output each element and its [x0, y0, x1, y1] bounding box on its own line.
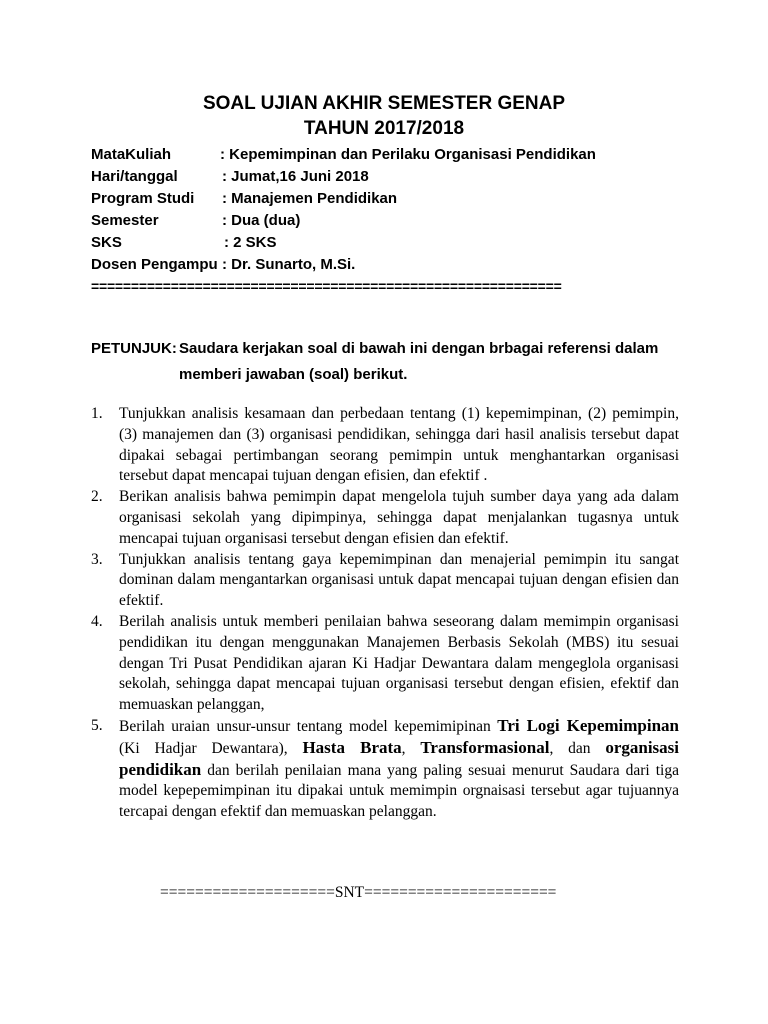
- question-item: [91, 716, 679, 823]
- page-title: SOAL UJIAN AKHIR SEMESTER GENAP: [202, 93, 566, 114]
- info-value: : Kepemimpinan dan Perilaku Organisasi Pendidikan: [220, 146, 596, 163]
- question-number: 2.: [91, 488, 103, 506]
- info-value: : Manajemen Pendidikan: [222, 190, 398, 207]
- info-label: Hari/tanggal: [91, 168, 178, 185]
- question-text: Tunjukkan analisis kesamaan dan perbedaan tentang (1) kepemimpinan, (2) pemimpin, (3) manajemen dan (3) organisasi pendidikan, sehingga dari hasil analisis tersebut dapat dipakai sebagai pertimbangan seorang pemimpin untuk menghantarkan organisasi tersebut dapat mencapai tujuan dengan efisien, dan efektif .: [119, 405, 679, 485]
- instructions-text-line2: memberi jawaban (soal) berikut.: [179, 366, 408, 383]
- question-list: [91, 404, 679, 823]
- info-row-lecturer: [91, 254, 356, 276]
- info-value: : 2 SKS: [224, 234, 277, 251]
- info-label: Program Studi: [91, 190, 195, 207]
- exam-info-block: [91, 144, 596, 276]
- info-label: MataKuliah: [91, 146, 172, 163]
- question-text-part: ,: [401, 739, 421, 757]
- info-row-course: [91, 144, 596, 166]
- info-row-date: [91, 166, 369, 188]
- question-item: [91, 612, 679, 716]
- question-text: Berikan analisis bahwa pemimpin dapat mengelola tujuh sumber daya yang ada dalam organisasi sekolah yang dipimpinya, sehingga dapat menjalankan tugasnya untuk mencapai tujuan organisasi tersebut dengan efisien dan efektif.: [119, 488, 679, 547]
- question-emphasis-transformasional: Transformasional: [420, 737, 550, 757]
- question-number: 5.: [91, 716, 103, 734]
- info-label: Dosen Pengampu: [91, 256, 218, 273]
- question-number: 4.: [91, 612, 103, 630]
- info-row-semester: [91, 210, 301, 232]
- info-value: : Dua (dua): [222, 212, 301, 229]
- info-row-program: [91, 188, 398, 210]
- question-item: [91, 404, 679, 487]
- question-number: 3.: [91, 550, 103, 568]
- separator-line: ===========================================================: [91, 278, 562, 294]
- instructions-text-line1: Saudara kerjakan soal di bawah ini dengan brbagai referensi dalam: [179, 340, 659, 357]
- info-row-credits: [91, 232, 277, 254]
- info-value: : Jumat,16 Juni 2018: [222, 168, 369, 185]
- page-subtitle-year: TAHUN 2017/2018: [303, 118, 465, 139]
- info-label: SKS: [91, 234, 122, 251]
- footer-signature-line: ====================SNT======================: [160, 884, 557, 901]
- question-text-part: dan berilah penilaian mana yang paling sesuai menurut Saudara dari tiga model kepepemimpinan itu dipakai untuk memimpin orgnaisasi tersebut agar tujuannya tercapai dengan efektif dan memuaskan pelanggan.: [119, 761, 679, 821]
- instructions: [91, 336, 691, 383]
- question-item: [91, 550, 679, 612]
- question-text-part: , dan: [549, 739, 606, 757]
- info-label: Semester: [91, 212, 159, 229]
- question-text: Berilah analisis untuk memberi penilaian bahwa seseorang dalam memimpin organisasi pendidikan itu dengan menggunakan Manajemen Berbasis Sekolah (MBS) itu sesuai dengan Tri Pusat Pendidikan ajaran Ki Hadjar Dewantara dalam mengeglola organisasi sekolah, sehingga dapat mencapai tujuan organisasi tersebut dengan efisien, efektif dan memuaskan pelanggan,: [119, 612, 679, 714]
- question-emphasis-organisasi-pendidikan: organisasi pendidikan: [119, 737, 680, 779]
- question-text: Tunjukkan analisis tentang gaya kepemimpinan dan menajerial pemimpin itu sangat dominan dalam mengantarkan organisasi untuk dapat mencapai tujuan dengan efisien dan efektif.: [119, 550, 679, 610]
- question-emphasis-hasta-brata: Hasta Brata: [302, 737, 402, 757]
- question-item: [91, 487, 679, 549]
- question-text-part: (Ki Hadjar Dewantara),: [119, 739, 303, 757]
- question-number: 1.: [91, 405, 103, 422]
- question-text: [119, 716, 679, 823]
- question-text-part: Berilah uraian unsur-unsur tentang model kepemimipinan: [119, 717, 498, 735]
- question-emphasis-tri-logi: Tri Logi Kepemimpinan: [497, 715, 679, 735]
- info-value: : Dr. Sunarto, M.Si.: [222, 256, 356, 273]
- instructions-label: PETUNJUK:: [91, 340, 177, 357]
